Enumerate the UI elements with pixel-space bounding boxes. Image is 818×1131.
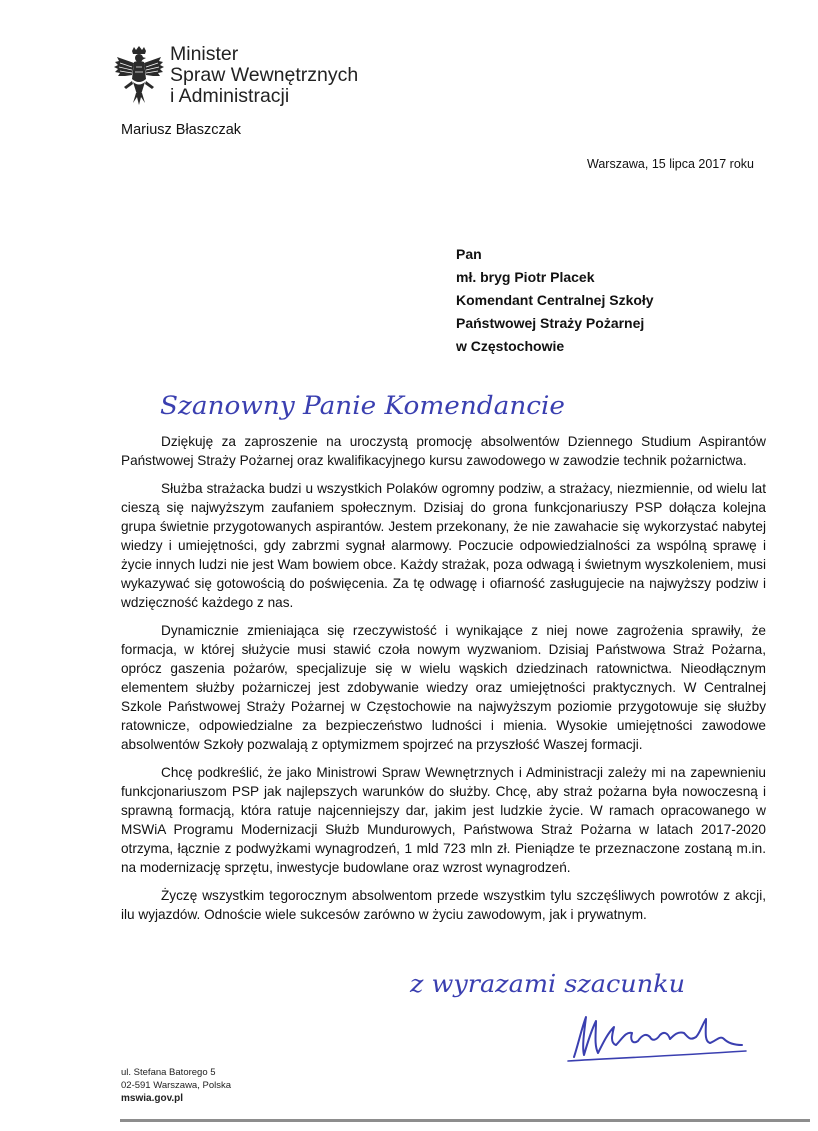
handwritten-closing bbox=[405, 962, 695, 1004]
closing-text: z wyrazami szacunku bbox=[408, 970, 685, 998]
addressee-line: Pan bbox=[456, 246, 482, 262]
ministry-name bbox=[170, 44, 358, 107]
addressee-block bbox=[456, 243, 654, 358]
letter-body bbox=[121, 432, 766, 933]
body-paragraph: Życzę wszystkim tegorocznym absolwentom przede wszystkim tylu szczęśliwych powrotów z akcji, ilu wyjazdów. Odnoście wiele sukcesów zarówno w życiu zawodowym, jak i prywatnym. bbox=[121, 888, 766, 922]
addressee-line: Państwowej Straży Pożarnej bbox=[456, 315, 645, 331]
body-paragraph: Dziękuję za zaproszenie na uroczystą promocję absolwentów Dziennego Studium Aspirantów Państwowej Straży Pożarnej oraz kwalifikacyjnego kursu zawodowego w zawodzie technik pożarnictwa. bbox=[121, 434, 766, 468]
signature-icon bbox=[560, 1005, 750, 1065]
bottom-divider bbox=[120, 1119, 810, 1122]
eagle-emblem-icon bbox=[113, 45, 165, 107]
body-paragraph: Dynamicznie zmieniająca się rzeczywistość i wynikające z niej nowe zagrożenia sprawiły, że formacja, w której służycie musi stawić czoła nowym wyzwaniom. Dzisiaj Państwowa Straż Pożarna, oprócz gaszenia pożarów, specjalizuje się w wielu wąskich dziedzinach ratownictwa. Nieodłącznym elementem służby pożarniczej jest zdobywanie wiedzy oraz umiejętności praktycznych. W Centralnej Szkole Państwowej Straży Pożarnej w Częstochowie na najwyższym poziomie przygotowuje się służby ratownicze, odpowiedzialne za bezpieczeństwo ludności i mienia. Wysokie umiejętności zawodowe absolwentów Szkoły pozwalają z optymizmem spojrzeć na przyszłość Waszej formacji. bbox=[121, 623, 766, 752]
minister-name: Mariusz Błaszczak bbox=[121, 122, 242, 138]
salutation-text: Szanowny Panie Komendancie bbox=[160, 391, 565, 420]
letter-date: Warszawa, 15 lipca 2017 roku bbox=[587, 157, 754, 171]
ministry-line: Spraw Wewnętrznych bbox=[170, 64, 359, 86]
ministry-line: i Administracji bbox=[170, 85, 290, 107]
footer-address bbox=[121, 1066, 231, 1105]
ministry-line: Minister bbox=[170, 43, 239, 65]
address-line: ul. Stefana Batorego 5 bbox=[121, 1067, 216, 1078]
addressee-line: mł. bryg Piotr Placek bbox=[456, 269, 595, 285]
website-link[interactable]: mswia.gov.pl bbox=[121, 1093, 184, 1104]
address-line: 02-591 Warszawa, Polska bbox=[121, 1080, 232, 1091]
body-paragraph: Służba strażacka budzi u wszystkich Polaków ogromny podziw, a strażacy, niezmiennie, od wielu lat cieszą się najwyższym zaufaniem społecznym. Dzisiaj do grona funkcjonariuszy PSP dołącza kolejna grupa świetnie przygotowanych aspirantów. Jestem przekonany, że nie zawahacie się wykorzystać nabytej wiedzy i umiejętności, gdy zabrzmi sygnał alarmowy. Poczucie odpowiedzialności za wspólną sprawę i życie innych ludzi nie jest Wam bowiem obce. Każdy strażak, poza odwagą i świetnym wyszkoleniem, musi wykazywać się gotowością do poświęcenia. Za tę odwagę i ofiarność zasługujecie na najwyższy podziw i wdzięczność każdego z nas. bbox=[121, 481, 766, 610]
handwritten-salutation bbox=[160, 386, 580, 426]
addressee-line: Komendant Centralnej Szkoły bbox=[456, 292, 654, 308]
addressee-line: w Częstochowie bbox=[456, 338, 565, 354]
body-paragraph: Chcę podkreślić, że jako Ministrowi Spraw Wewnętrznych i Administracji zależy mi na zapewnieniu funkcjonariuszom PSP jak najlepszych warunków do służby. Chcę, aby straż pożarna była nowoczesną i sprawną formacją, która ratuje najcenniejszy dar, jakim jest ludzkie życie. W ramach opracowanego w MSWiA Programu Modernizacji Służb Mundurowych, Państwowa Straż Pożarna w latach 2017-2020 otrzyma, łącznie z podwyżkami wynagrodzeń, 1 mld 723 mln zł. Pieniądze te przeznaczone zostaną m.in. na modernizację sprzętu, inwestycje budowlane oraz wzrost wynagrodzeń. bbox=[121, 765, 766, 875]
